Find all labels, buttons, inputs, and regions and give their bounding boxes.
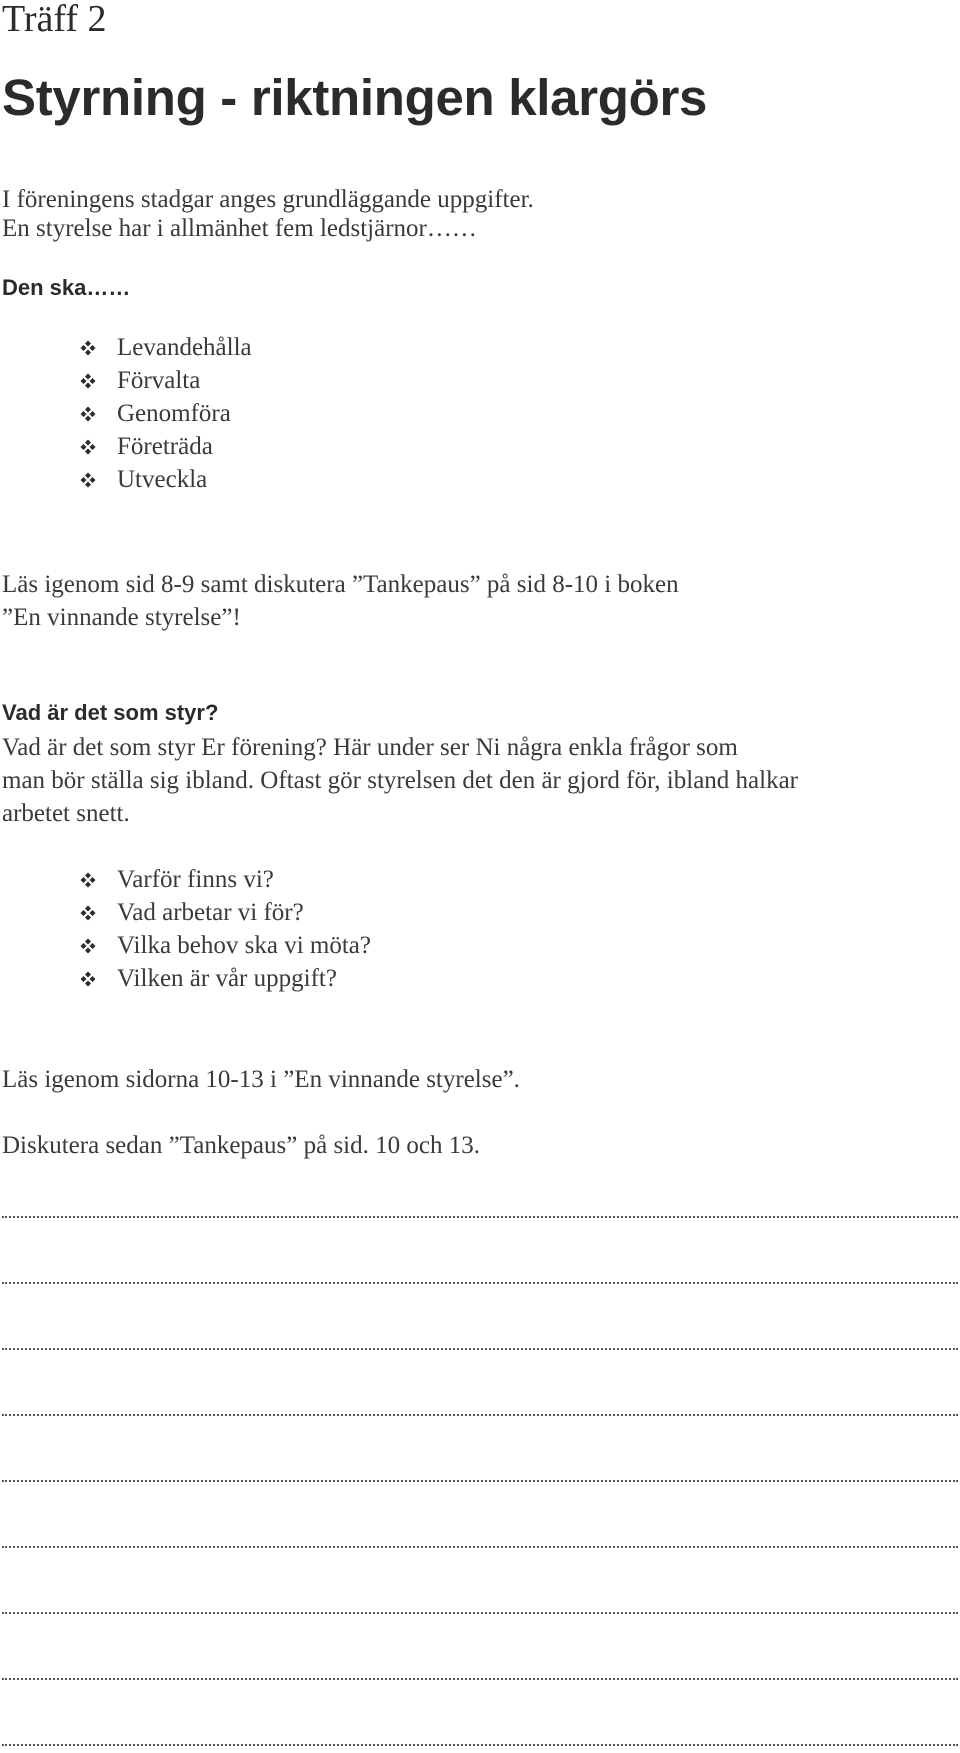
den-ska-heading: Den ska……	[2, 275, 131, 300]
writing-line[interactable]	[2, 1216, 958, 1218]
four-petal-diamond-icon	[80, 439, 96, 455]
list-item-label: Företräda	[117, 432, 213, 460]
writing-line[interactable]	[2, 1282, 958, 1284]
den-ska-list	[80, 331, 252, 496]
list-item-label: Vilka behov ska vi möta?	[117, 931, 371, 959]
list-item	[80, 331, 252, 364]
list-item	[80, 962, 371, 995]
vad-styr-line-1: Vad är det som styr Er förening? Här under ser Ni några enkla frågor som	[2, 734, 738, 761]
writing-line[interactable]	[2, 1744, 958, 1746]
list-item	[80, 364, 252, 397]
list-item-label: Vad arbetar vi för?	[117, 898, 304, 926]
read-instruction-line-1: Läs igenom sid 8-9 samt diskutera ”Tankepaus” på sid 8-10 i boken	[2, 571, 679, 598]
list-item-label: Genomföra	[117, 399, 231, 427]
writing-line[interactable]	[2, 1414, 958, 1416]
list-item	[80, 929, 371, 962]
writing-line[interactable]	[2, 1480, 958, 1482]
writing-line[interactable]	[2, 1348, 958, 1350]
four-petal-diamond-icon	[80, 905, 96, 921]
vad-styr-line-3: arbetet snett.	[2, 800, 130, 827]
session-label: Träff 2	[2, 0, 107, 40]
vad-styr-heading: Vad är det som styr?	[2, 700, 219, 725]
list-item-label: Förvalta	[117, 366, 201, 394]
four-petal-diamond-icon	[80, 373, 96, 389]
list-item	[80, 430, 252, 463]
page-title: Styrning - riktningen klargörs	[2, 69, 708, 126]
four-petal-diamond-icon	[80, 938, 96, 954]
list-item-label: Utveckla	[117, 465, 208, 493]
intro-line-1: I föreningens stadgar anges grundläggande uppgifter.	[2, 186, 534, 213]
writing-line[interactable]	[2, 1546, 958, 1548]
discuss-instruction: Diskutera sedan ”Tankepaus” på sid. 10 och 13.	[2, 1132, 480, 1159]
writing-line[interactable]	[2, 1678, 958, 1680]
list-item	[80, 896, 371, 929]
list-item	[80, 463, 252, 496]
list-item-label: Levandehålla	[117, 333, 252, 361]
four-petal-diamond-icon	[80, 340, 96, 356]
list-item-label: Vilken är vår uppgift?	[117, 964, 337, 992]
read-instruction-line-2: ”En vinnande styrelse”!	[2, 604, 241, 631]
writing-line[interactable]	[2, 1612, 958, 1614]
intro-line-2: En styrelse har i allmänhet fem ledstjärnor……	[2, 215, 477, 242]
list-item	[80, 397, 252, 430]
list-item	[80, 863, 371, 896]
four-petal-diamond-icon	[80, 472, 96, 488]
four-petal-diamond-icon	[80, 406, 96, 422]
four-petal-diamond-icon	[80, 872, 96, 888]
four-petal-diamond-icon	[80, 971, 96, 987]
questions-list	[80, 863, 371, 995]
read-instruction-2: Läs igenom sidorna 10-13 i ”En vinnande styrelse”.	[2, 1066, 520, 1093]
vad-styr-line-2: man bör ställa sig ibland. Oftast gör styrelsen det den är gjord för, ibland halkar	[2, 767, 799, 794]
list-item-label: Varför finns vi?	[117, 865, 274, 893]
